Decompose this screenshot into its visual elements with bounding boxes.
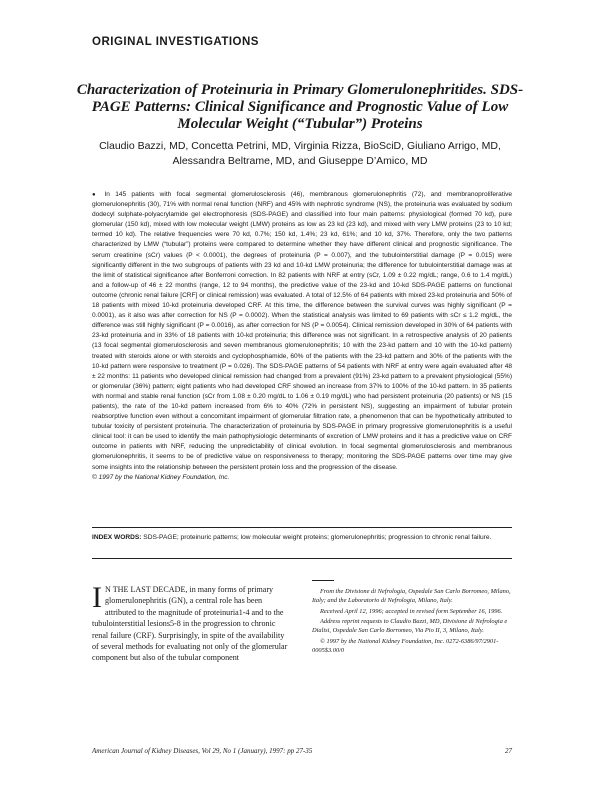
index-words-label: INDEX WORDS:	[92, 534, 142, 541]
page-footer	[92, 747, 512, 755]
abstract-text: In 145 patients with focal segmental glomerulosclerosis (46), membranous glomerulonephritis (72), and membranoproliferative glomerulonephritis (30), 71% with normal renal function (NRF) and 45% with nephrotic syndrome (NS), the proteinuria was evaluated by sodium dodecyl sulphate-polyacrylamide gel electrophoresis (SDS-PAGE) and classified into four main patterns: physiological (formed 70 kd), pure glomerular (150 kd), mixed with low molecular weight (LMW) proteins as low as 23 kd (23 kd), and mixed with very LMW proteins (23 to 10 kd; termed 10 kd). The relative frequencies were 70 kd, 0.7%; 150 kd, 1.4%; 23 kd, 61%; and 10 kd, 37%. Therefore, only the two patterns characterized by LMW (“tubular”) proteins were compared to determine whether they have different clinical and prognostic significance. The serum creatinine (sCr) values (P < 0.0001), the degrees of proteinuria (P = 0.007), and the tubulointerstitial damage (P = 0.015) were significantly different in the two subgroups of patients with 23 kd and 10-kd LMW proteinuria; the difference for tubulointerstitial damage was at the limit of statistical significance after Bonferroni correction. In 82 patients with NRF at entry (sCr, 1.09 ± 0.22 mg/dL; range, 0.6 to 1.4 mg/dL) and a follow-up of 46 ± 22 months (range, 12 to 94 months), the predictive value of the 23-kd and 10-kd SDS-PAGE patterns on functional outcome (chronic renal failure [CRF] or clinical remission) was evaluated. A total of 12.5% of 64 patients with mixed 23-kd proteinuria and 50% of 18 patients with mixed 10-kd proteinuria developed CRF. At this time, the difference between the survival curves was highly significant (P = 0.0001), as it also was after correction for NS (P = 0.0002). When the statistical analysis was limited to 69 patients with sCr ≤ 1.2 mg/dL, the difference was still highly significant (P = 0.0016), as after correction for NS (P = 0.0054). Clinical remission developed in 30% of 64 patients with 23-kd proteinuria and in 33% of 18 patients with 10-kd proteinuria; this difference was not significant. In a retrospective analysis of 20 patients (13 focal segmental glomerulosclerosis and seven membranous glomerulonephritis; 10 with the 23-kd pattern and 10 with the 10-kd pattern) treated with steroids alone or with steroids and cyclophosphamide, 60% of the patients with the 23-kd pattern and 30% of the patients with the 10-kd pattern were responsive to treatment (P = 0.026). The SDS-PAGE patterns of 54 patients with NRF at entry were again evaluated after 48 ± 22 months: 11 patients who developed clinical remission had changed from a prevalent (91%) 23-kd pattern to a prevalent physiological (55%) or glomerular (36%) pattern; eight patients who had developed CRF showed an increase from 37% to 100% of the 10-kd pattern. In 35 patients with normal and stable renal function (sCr from 1.08 ± 0.20 mg/dL to 1.06 ± 0.19 mg/dL) who had persistent proteinuria (20 patients) or NS (15 patients), the rate of the 10-kd pattern increased from 6% to 40% (72% in persistent NS), suggesting an impairment of tubular protein reabsorptive function even without a concomitant impairment of glomerular filtration rate, a phenomenon that can be hypothetically attributed to tubular toxicity of persistent proteinuria. The characterization of proteinuria by SDS-PAGE in primary progressive glomerulonephritis is a useful clinical tool: it can be used to identify the main pathophysiologic determinants of excretion of LMW proteins and it has a predictive value on CRF outcome in patients with NRF, reducing the unpredictability of clinical evolution. In focal segmental glomerulosclerosis and membranous glomerulonephritis, it seems to be of predictive value on responsiveness to therapy; monitoring the SDS-PAGE patterns over time may give some insights into the relationship between the persistent protein loss and the progression of the disease.	[92, 191, 513, 471]
footnote-separator	[312, 580, 334, 581]
index-words	[92, 533, 512, 543]
footnotes	[312, 588, 512, 658]
author-list: Claudio Bazzi, MD, Concetta Petrini, MD, Virginia Rizza, BioSciD, Giuliano Arrigo, MD, Alessandra Beltrame, MD, and Giuseppe D’Amico, MD	[99, 140, 501, 167]
article-title: Characterization of Proteinuria in Primary Glomerulonephritides. SDS-PAGE Patterns: Clinical Significance and Prognostic Value of Low Molecular Weight (“Tubular”) Proteins	[76, 82, 524, 132]
footnote-affiliation: From the Divisione di Nefrologia, Ospedale San Carlo Borromeo, Milano, Italy; and the Laboratorio di Nefrologia, Milano, Italy.	[312, 588, 511, 604]
drop-cap: I	[92, 581, 102, 614]
footnote-copyright: © 1997 by the National Kidney Foundation, Inc. 0272-6386/97/2901-0005$3.00/0	[312, 637, 499, 654]
body-lead-in: N THE LAST DECADE,	[105, 585, 188, 594]
body-text-column	[92, 581, 292, 664]
abstract	[92, 190, 512, 483]
bullet-icon: ●	[92, 192, 100, 198]
copyright-line: © 1997 by the National Kidney Foundation, Inc.	[92, 473, 230, 481]
footnote-reprint: Address reprint requests to Claudio Bazzi, MD, Divisione di Nefrologia e Dialisi, Ospedale San Carlo Borromeo, Via Pio II, 3, Milano, Italy.	[312, 618, 508, 635]
index-words-text: SDS-PAGE; proteinuric patterns; low molecular weight proteins; glomerulonephritis; progression to chronic renal failure.	[143, 534, 492, 541]
footer-journal: American Journal of Kidney Diseases, Vol 29, No 1 (January), 1997: pp 27-35	[92, 747, 313, 755]
divider-bottom	[92, 558, 512, 559]
page-number: 27	[505, 747, 512, 755]
section-label: ORIGINAL INVESTIGATIONS	[92, 36, 259, 48]
body-paragraph: in many forms of primary glomerulonephritis (GN), a central role has been attributed to the magnitude of proteinuria1-4 and to the tubulointerstitial lesions5-8 in the progression to chronic renal failure (CRF). Surprisingly, in spite of the availability of several methods for evaluating not only of the glomerular component but also of the tubular component	[92, 585, 288, 663]
divider-top	[92, 527, 512, 528]
footnote-received: Received April 12, 1996; accepted in revised form September 16, 1996.	[320, 607, 503, 615]
